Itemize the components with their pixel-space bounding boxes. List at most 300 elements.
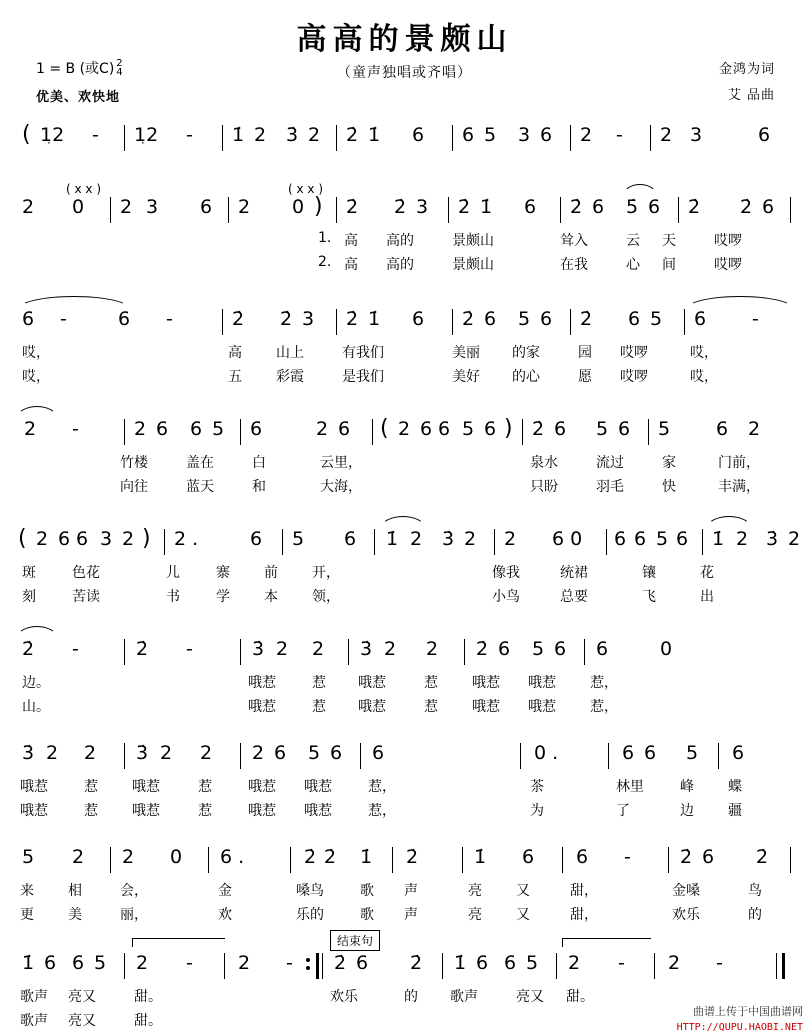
lyric-syllable: 泉水 (530, 455, 558, 471)
note: 5 (596, 418, 609, 440)
barline (360, 743, 361, 769)
note: 2 (238, 196, 251, 218)
note: 2 . (174, 528, 199, 550)
note-row (0, 182, 809, 230)
note: 2̇ (136, 638, 149, 660)
lyric-syllable: 总要 (560, 589, 588, 605)
meter-top: 2 (116, 57, 123, 69)
note: 5 (462, 418, 475, 440)
note: 6 (732, 742, 745, 764)
lyric-syllable: 盖在 (186, 455, 214, 471)
barline (336, 309, 337, 335)
verse-number: 2. (318, 254, 332, 270)
note: 2 (254, 124, 267, 146)
note: 6 (716, 418, 729, 440)
lyric-syllable: 声 (404, 907, 418, 923)
note: 6 (644, 742, 657, 764)
note: 6 (22, 308, 35, 330)
note: 2 (660, 124, 673, 146)
note: 5̇ (626, 196, 639, 218)
lyric-syllable: 歌 (360, 907, 374, 923)
note: 2 (22, 196, 35, 218)
barline (336, 125, 337, 151)
note: 6 (758, 124, 771, 146)
lyric-syllable: 丽， (120, 907, 148, 923)
lyric-syllable: 高的 (386, 257, 414, 273)
note: 12 (40, 124, 65, 146)
note-row (0, 528, 809, 562)
note: 3 (302, 308, 315, 330)
slur-arc (16, 406, 58, 419)
lyric-syllable: 哦惹 (528, 699, 556, 715)
note: 2 (568, 952, 581, 974)
note: 6 (576, 846, 589, 868)
lyric-syllable: 耸入 (560, 233, 588, 249)
lyric-syllable: 惹 (424, 699, 438, 715)
final-barline-thick (782, 953, 785, 979)
note: 3 (518, 124, 531, 146)
note: 6 (250, 418, 263, 440)
lyric-syllable: 羽毛 (596, 479, 624, 495)
note: 0 (660, 638, 673, 660)
barline (282, 529, 283, 555)
barline (374, 529, 375, 555)
note: 2 (36, 528, 49, 550)
verse-number: 1. (318, 230, 332, 246)
lyric-syllable: 惹 (84, 803, 98, 819)
note: 2̇ (580, 308, 593, 330)
lyric-syllable: 高 (344, 257, 358, 273)
note: 12 (134, 124, 159, 146)
lyric-syllable: 的 (748, 907, 762, 923)
note-row (0, 308, 809, 342)
lyric-syllable: 哎啰 (714, 233, 742, 249)
lyric-syllable: 茶 (530, 779, 544, 795)
note: 3̇ (442, 528, 455, 550)
lyric-syllable: 哦惹 (248, 699, 276, 715)
note: 5 (650, 308, 663, 330)
note-row (0, 952, 809, 986)
barline (336, 197, 337, 223)
lyric-syllable: 寨 (216, 565, 230, 581)
barline (718, 743, 719, 769)
lyric-syllable: 彩霞 (276, 369, 304, 385)
note: 1̇ (22, 952, 35, 974)
open-paren: ( (18, 526, 27, 551)
lyric-syllable: 小鸟 (492, 589, 520, 605)
note: 6 (274, 742, 287, 764)
note: 6 (118, 308, 131, 330)
note: 2 (316, 418, 329, 440)
note: 6 (438, 418, 451, 440)
music-system-7 (0, 742, 809, 824)
note: 5 (658, 418, 671, 440)
fingering-mark: ( x x ) (66, 182, 102, 196)
note: 6 (330, 742, 343, 764)
lyric-syllable: 高的 (386, 233, 414, 249)
barline (228, 197, 229, 223)
note: 6 (462, 124, 475, 146)
barline (110, 197, 111, 223)
lyric-syllable: 愿 (578, 369, 592, 385)
lyric-syllable: 蓝天 (186, 479, 214, 495)
note: 2̇ (22, 638, 35, 660)
time-signature (116, 59, 122, 78)
note: 5 (94, 952, 107, 974)
note: 2 (788, 528, 801, 550)
lyric-line-1 (0, 880, 809, 904)
site-url: HTTP://QUPU.HAOBI.NET (676, 1022, 803, 1033)
note: 2̇ (304, 846, 317, 868)
note: 3̇ (286, 124, 299, 146)
note: 0 (292, 196, 305, 218)
note: - (716, 952, 723, 974)
note: 2 (384, 638, 397, 660)
lyric-syllable: 哦惹 (132, 803, 160, 819)
lyric-syllable: 边。 (22, 675, 50, 691)
lyric-syllable: 林里 (616, 779, 644, 795)
lyric-syllable: 鸟 (748, 883, 762, 899)
note: 6 (648, 196, 661, 218)
note: - (166, 308, 173, 330)
barline (560, 197, 561, 223)
lyric-syllable: 歌声 (20, 1013, 48, 1029)
lyric-syllable: 哎啰 (620, 369, 648, 385)
lyric-syllable: 相 (68, 883, 82, 899)
barline (462, 847, 463, 873)
fingering-mark: ( x x ) (288, 182, 324, 196)
lyric-syllable: 哦惹 (528, 675, 556, 691)
barline (648, 419, 649, 445)
note: 6 (412, 124, 425, 146)
note: 2 (748, 418, 761, 440)
lyric-syllable: 亮又 (516, 989, 544, 1005)
barline (702, 529, 703, 555)
barline (164, 529, 165, 555)
note: 2̇ (740, 196, 753, 218)
barline (452, 125, 453, 151)
lyric-syllable: 哎， (22, 345, 50, 361)
lyric-syllable: 心 (626, 257, 640, 273)
barline (650, 125, 651, 151)
note: 2̇ (346, 196, 359, 218)
lyric-syllable: 甜。 (134, 989, 162, 1005)
note: 6 (628, 308, 641, 330)
note: 6 (76, 528, 89, 550)
lyric-syllable: 疆 (728, 803, 742, 819)
barline (124, 419, 125, 445)
music-system-2 (0, 182, 809, 278)
note: 2 (46, 742, 59, 764)
note: 5 (518, 308, 531, 330)
close-paren: ) (314, 194, 323, 219)
lyric-syllable: 哦惹 (472, 699, 500, 715)
note: 6 (372, 742, 385, 764)
lyric-syllable: 家 (662, 455, 676, 471)
barline (608, 743, 609, 769)
note: 3 (416, 196, 429, 218)
note: 1̇ (368, 124, 381, 146)
lyric-syllable: 甜。 (134, 1013, 162, 1029)
note: 2̇ (346, 308, 359, 330)
note: 2 (398, 418, 411, 440)
lyric-syllable: 统裙 (560, 565, 588, 581)
lyric-syllable: 山。 (22, 699, 50, 715)
lyric-syllable: 刻 (22, 589, 36, 605)
note: 6 (190, 418, 203, 440)
lyric-syllable: 嗓鸟 (296, 883, 324, 899)
barline (452, 309, 453, 335)
lyric-syllable: 竹楼 (120, 455, 148, 471)
note: 2̇ (232, 308, 245, 330)
lyric-syllable: 苦读 (72, 589, 100, 605)
lyric-syllable: 色花 (72, 565, 100, 581)
lyric-syllable: 有我们 (342, 345, 384, 361)
lyric-syllable: 领， (312, 589, 340, 605)
lyric-syllable: 是我们 (342, 369, 384, 385)
note: 1̇ (386, 528, 399, 550)
lyric-syllable: 哦惹 (132, 779, 160, 795)
lyric-syllable: 惹 (312, 699, 326, 715)
note-row (0, 418, 809, 452)
close-paren: ) (504, 416, 513, 441)
note: 2 (120, 196, 133, 218)
lyric-syllable: 哎啰 (714, 257, 742, 273)
note: 5 (308, 742, 321, 764)
note: 2̇ (324, 846, 337, 868)
note: 3 (146, 196, 159, 218)
lyric-syllable: 镶 (642, 565, 656, 581)
ending-label: 结束句 (330, 930, 380, 951)
note: 2̇ (394, 196, 407, 218)
note: 2̇ (570, 196, 583, 218)
lyric-syllable: 门前， (718, 455, 760, 471)
lyric-syllable: 山上 (276, 345, 304, 361)
note: - (60, 308, 67, 330)
lyric-syllable: 的 (404, 989, 418, 1005)
lyric-syllable: 又 (516, 907, 530, 923)
lyric-line-1 (0, 672, 809, 696)
lyric-syllable: 哎， (22, 369, 50, 385)
repeat-dots (306, 954, 310, 974)
note: 6 (356, 952, 369, 974)
note: 2 (252, 742, 265, 764)
lyric-syllable: 惹， (368, 803, 396, 819)
lyric-syllable: 惹， (590, 675, 618, 691)
lyric-line-2 (0, 254, 809, 278)
note: 6 (250, 528, 263, 550)
note: 2 (308, 124, 321, 146)
note: 1̇ (368, 308, 381, 330)
note: 6 (156, 418, 169, 440)
lyric-line-1 (0, 776, 809, 800)
note: 6 (676, 528, 689, 550)
note: 5 (686, 742, 699, 764)
lyric-syllable: 为 (530, 803, 544, 819)
note: 2 (134, 418, 147, 440)
lyric-syllable: 哦惹 (248, 803, 276, 819)
tempo-marking: 优美、欢快地 (36, 90, 121, 105)
note: 2 (504, 528, 517, 550)
note: - (72, 638, 79, 660)
lyric-syllable: 惹 (312, 675, 326, 691)
lyric-syllable: 边 (680, 803, 694, 819)
lyric-line-2 (0, 586, 809, 610)
lyric-syllable: 飞 (642, 589, 656, 605)
lyric-line-1 (0, 452, 809, 476)
lyric-syllable: 歌声 (20, 989, 48, 1005)
lyric-syllable: 白 (252, 455, 266, 471)
barline (348, 639, 349, 665)
lyric-syllable: 哦惹 (304, 779, 332, 795)
note-row (0, 638, 809, 672)
lyric-syllable: 景颇山 (452, 257, 494, 273)
lyric-syllable: 来 (20, 883, 34, 899)
barline (464, 639, 465, 665)
lyric-syllable: 美丽 (452, 345, 480, 361)
barline (110, 847, 111, 873)
note: 6 (44, 952, 57, 974)
note: 6 (498, 638, 511, 660)
note: 2 (136, 952, 149, 974)
music-system-5 (0, 528, 809, 610)
lyric-syllable: 亮又 (68, 989, 96, 1005)
lyric-syllable: 大海， (320, 479, 362, 495)
lyric-syllable: 云 (626, 233, 640, 249)
lyric-line-2 (0, 904, 809, 928)
note: 2̇ (346, 124, 359, 146)
slur-arc (622, 184, 658, 197)
barline (224, 953, 225, 979)
note: - (624, 846, 631, 868)
note: - (186, 952, 193, 974)
note: 0 (170, 846, 183, 868)
music-system-3 (0, 308, 809, 390)
lyric-syllable: 的心 (512, 369, 540, 385)
lyricist-credit: 金鸿为词 (718, 62, 775, 77)
note: 6 (614, 528, 627, 550)
lyric-syllable: 甜， (570, 907, 598, 923)
lyric-syllable: 哦惹 (248, 779, 276, 795)
note: 0 (72, 196, 85, 218)
lyric-syllable: 欢 (218, 907, 232, 923)
barline (222, 125, 223, 151)
barline (570, 309, 571, 335)
lyric-syllable: 金 (218, 883, 232, 899)
music-system-4 (0, 418, 809, 500)
lyric-syllable: 惹 (198, 803, 212, 819)
music-system-1 (0, 124, 809, 158)
note: 5 (292, 528, 305, 550)
lyric-syllable: 的家 (512, 345, 540, 361)
lyric-syllable: 声 (404, 883, 418, 899)
note: 6 (554, 638, 567, 660)
site-credit: 曲谱上传于中国曲谱网 (693, 1005, 803, 1018)
lyric-syllable: 儿 (166, 565, 180, 581)
lyric-syllable: 哦惹 (20, 779, 48, 795)
note: - (92, 124, 99, 146)
note: 6 (634, 528, 647, 550)
note: 2 (276, 638, 289, 660)
note: 2̇ (532, 418, 545, 440)
note: 6 (592, 196, 605, 218)
note: 2̇ (688, 196, 701, 218)
note: 2 (72, 846, 85, 868)
barline (584, 639, 585, 665)
barline (522, 419, 523, 445)
barline (790, 847, 791, 873)
music-system-8 (0, 846, 809, 928)
slur-arc (18, 296, 130, 309)
lyric-syllable: 本 (264, 589, 278, 605)
lyric-syllable: 歌 (360, 883, 374, 899)
barline (494, 529, 495, 555)
note: 6 (338, 418, 351, 440)
lyric-syllable: 哦惹 (472, 675, 500, 691)
note: 6 . (220, 846, 245, 868)
lyric-syllable: 会， (120, 883, 148, 899)
lyric-line-1 (0, 342, 809, 366)
barline (684, 309, 685, 335)
barline (240, 639, 241, 665)
note: 2 (426, 638, 439, 660)
lyric-syllable: 亮 (468, 883, 482, 899)
lyric-syllable: 学 (216, 589, 230, 605)
lyric-syllable: 书 (166, 589, 180, 605)
lyric-syllable: 前 (264, 565, 278, 581)
note: 5 (656, 528, 669, 550)
note: 6 (484, 308, 497, 330)
lyric-syllable: 哎啰 (620, 345, 648, 361)
note: 2̇ (476, 638, 489, 660)
lyric-syllable: 哦惹 (304, 803, 332, 819)
note: 0 . (534, 742, 559, 764)
note: 2̇ (756, 846, 769, 868)
note: 3 (100, 528, 113, 550)
barline (240, 743, 241, 769)
note: 2̇ (458, 196, 471, 218)
note: 2 (84, 742, 97, 764)
note: 2 (24, 418, 37, 440)
note: 1̇ (474, 846, 487, 868)
lyric-syllable: 高 (344, 233, 358, 249)
lyric-syllable: 亮 (468, 907, 482, 923)
note: - (72, 418, 79, 440)
note: 6 (762, 196, 775, 218)
composer-credit: 艾 品曲 (727, 88, 775, 103)
barline (654, 953, 655, 979)
note: 3̇ (360, 638, 373, 660)
lyric-syllable: 开， (312, 565, 340, 581)
key-label: 1 = B (或C) (36, 61, 115, 77)
lyric-syllable: 惹 (198, 779, 212, 795)
lyric-syllable: 只盼 (530, 479, 558, 495)
note: 6 (484, 418, 497, 440)
lyric-syllable: 哦惹 (248, 675, 276, 691)
open-paren: ( (22, 122, 31, 147)
lyric-syllable: 甜。 (566, 989, 594, 1005)
close-paren: ) (142, 526, 151, 551)
note: 5 (526, 952, 539, 974)
subtitle: （童声独唱或齐唱） (337, 65, 472, 81)
lyric-syllable: 流过 (596, 455, 624, 471)
note: 5 (22, 846, 35, 868)
lyric-syllable: 了 (616, 803, 630, 819)
barline (790, 197, 791, 223)
note: 5 (484, 124, 497, 146)
lyric-syllable: 哎， (690, 345, 718, 361)
note: 2 (668, 952, 681, 974)
